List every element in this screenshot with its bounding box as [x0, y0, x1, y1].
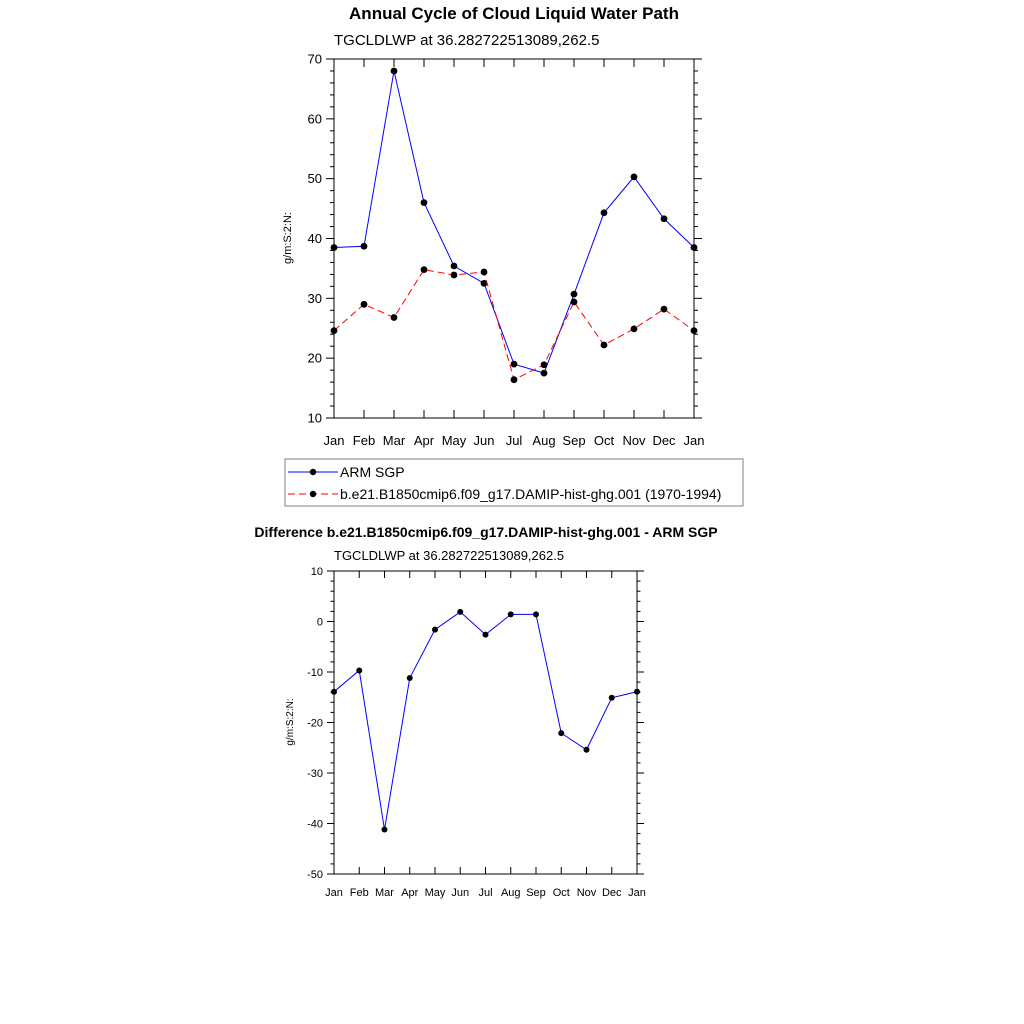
main-chart-series-0-point [511, 361, 518, 368]
main-chart-xtick-label: May [441, 433, 467, 448]
difference-chart-series-0-point [609, 695, 615, 701]
difference-chart-series-0-point [407, 675, 413, 681]
difference-chart-series-0-point [584, 747, 590, 753]
difference-chart-xtick-label: Aug [500, 887, 521, 899]
difference-chart-series-0-point [533, 611, 539, 617]
main-chart-series-0-point [601, 209, 608, 216]
difference-chart-xtick-label: Jan [628, 887, 646, 899]
main-chart-xtick-label: Jun [473, 433, 495, 448]
main-chart-series-0-point [361, 243, 368, 250]
difference-chart-xtick-label: Mar [375, 887, 394, 899]
main-chart-series-0-point [331, 244, 338, 251]
main-chart-series-0-point [451, 263, 458, 270]
main-chart-xtick-label: Jan [323, 433, 345, 448]
difference-chart-title: Difference b.e21.B1850cmip6.f09_g17.DAMIP-hist-ghg.001 - ARM SGP [254, 524, 718, 540]
difference-chart-series-0-point [634, 689, 640, 695]
main-chart-series-0-point [631, 173, 638, 180]
main-chart-ytick-label: 40 [307, 231, 322, 247]
difference-chart-plot-frame [334, 571, 637, 874]
main-chart-xtick-label: Jan [683, 433, 705, 448]
difference-chart-plot [307, 566, 646, 899]
main-chart-series-0-point [691, 244, 698, 251]
main-chart-series-1-point [421, 266, 428, 273]
difference-chart-series-line-0 [334, 612, 637, 830]
legend-marker-arm-sgp [310, 469, 316, 475]
main-chart-series-1-point [481, 269, 488, 276]
main-chart-xtick-label: Feb [352, 433, 376, 448]
main-chart-series-1-point [631, 325, 638, 332]
main-chart-subtitle: TGCLDLWP at 36.282722513089,262.5 [334, 32, 600, 49]
difference-chart-ytick-label: -50 [307, 868, 323, 881]
difference-chart-series-0-point [508, 611, 514, 617]
difference-chart-ylabel: g/m:S:2:N: [285, 698, 296, 746]
difference-chart-xtick-label: Sep [526, 887, 546, 899]
main-chart-xtick-label: Dec [652, 433, 676, 448]
difference-chart-ytick-label: -40 [307, 818, 323, 831]
difference-chart-xtick-label: Oct [552, 887, 570, 899]
main-chart-series-1-point [451, 272, 458, 279]
main-chart-series-0-point [421, 199, 428, 206]
difference-chart-xtick-label: Jan [325, 887, 343, 899]
main-chart-series-0-point [541, 370, 548, 377]
difference-chart-series-0-point [558, 730, 564, 736]
main-chart-series-line-0 [334, 71, 694, 373]
difference-chart-ytick-label: 10 [310, 565, 323, 578]
main-chart-xtick-label: Aug [532, 433, 556, 448]
difference-chart-xtick-label: Jul [478, 887, 493, 899]
main-chart-xtick-label: Oct [593, 433, 615, 448]
legend-label-arm-sgp: ARM SGP [340, 464, 405, 480]
difference-chart-xtick-label: Dec [601, 887, 622, 899]
legend-label-model: b.e21.B1850cmip6.f09_g17.DAMIP-hist-ghg.001 (1970-1994) [340, 486, 722, 502]
main-chart-ytick-label: 60 [307, 111, 322, 127]
main-chart-series-1-point [691, 327, 698, 334]
main-chart-ytick-label: 50 [307, 171, 322, 187]
main-chart-ytick-label: 70 [307, 51, 322, 67]
difference-chart-ytick-label: 0 [316, 616, 323, 629]
difference-chart-xtick-label: May [424, 887, 446, 899]
main-chart-plot [308, 52, 705, 448]
difference-chart-series-0-point [483, 632, 489, 638]
difference-chart-series-0-point [457, 609, 463, 615]
main-chart-title: Annual Cycle of Cloud Liquid Water Path [349, 4, 679, 23]
main-chart-series-1-point [391, 314, 398, 321]
main-chart-series-1-point [331, 327, 338, 334]
main-chart-series-1-point [361, 301, 368, 308]
main-chart-ylabel: g/m:S:2:N: [282, 212, 294, 264]
difference-chart-xtick-label: Nov [576, 887, 597, 899]
main-chart-xtick-label: Nov [622, 433, 646, 448]
legend-marker-model [310, 491, 316, 497]
difference-chart-ytick-label: -10 [307, 666, 323, 679]
main-chart-xtick-label: Jul [505, 433, 523, 448]
main-chart-series-1-point [571, 299, 578, 306]
main-chart-series-0-point [571, 291, 578, 298]
difference-chart-series-0-point [432, 627, 438, 633]
main-chart-series-1-point [541, 361, 548, 368]
main-chart-ytick-label: 10 [307, 410, 322, 426]
difference-chart-series-0-point [382, 827, 388, 833]
difference-chart-ytick-label: -20 [307, 717, 323, 730]
difference-chart-subtitle: TGCLDLWP at 36.282722513089,262.5 [334, 548, 565, 563]
difference-chart-xtick-label: Jun [451, 887, 470, 899]
main-chart-xtick-label: Mar [382, 433, 406, 448]
main-chart-series-1-point [511, 376, 518, 383]
main-chart-ytick-label: 30 [307, 290, 322, 306]
difference-chart-ytick-label: -30 [307, 767, 323, 780]
difference-chart-xtick-label: Apr [401, 887, 419, 899]
main-chart-xtick-label: Sep [562, 433, 586, 448]
main-chart-ytick-label: 20 [307, 350, 322, 366]
main-chart-xtick-label: Apr [413, 433, 435, 448]
difference-chart-series-0-point [356, 667, 362, 673]
main-chart-series-1-point [601, 342, 608, 349]
main-chart-series-0-point [661, 215, 668, 222]
main-chart-series-1-point [661, 306, 668, 313]
difference-chart-xtick-label: Feb [349, 887, 369, 899]
main-chart-series-0-point [391, 68, 398, 75]
difference-chart-series-0-point [331, 689, 337, 695]
legend [285, 459, 743, 506]
